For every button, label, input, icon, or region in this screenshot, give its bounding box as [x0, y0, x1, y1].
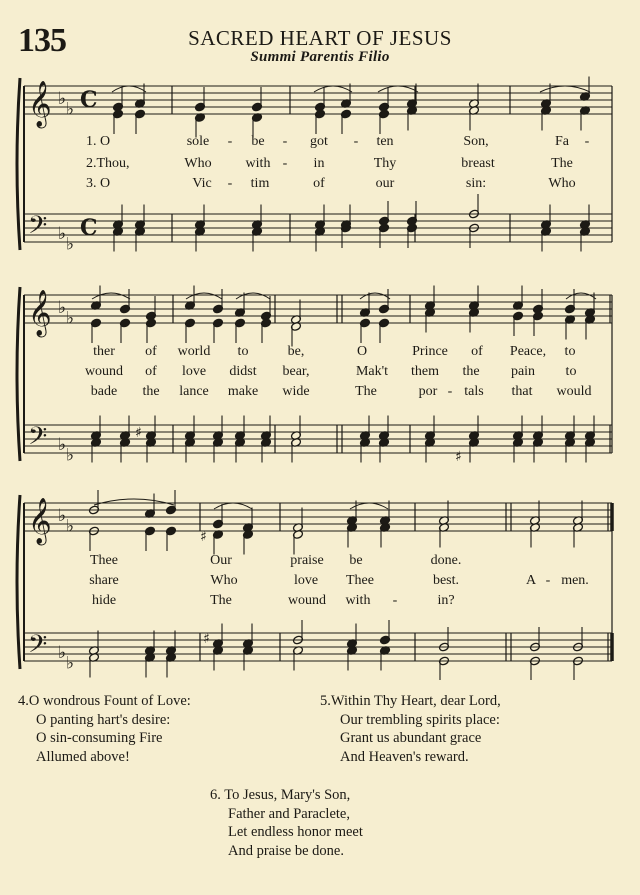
lyric-syllable: world: [177, 344, 211, 359]
slur: [112, 86, 146, 92]
sharp-sign: ♯: [200, 529, 207, 545]
flat-sign: ♭: [66, 308, 75, 329]
lyric-syllable: ther: [93, 344, 115, 359]
flat-sign: ♭: [58, 298, 67, 318]
lyric-syllable: breast: [461, 156, 495, 171]
flat-sign: ♭: [58, 89, 67, 109]
lyric-syllable: be: [251, 134, 265, 149]
lyric-line-s1-v3: [0, 176, 640, 194]
sharp-sign: ♯: [135, 425, 142, 441]
stanza-5: [320, 692, 501, 766]
lyric-syllable: por: [418, 384, 438, 399]
lyric-syllable: O: [356, 344, 368, 359]
flat-sign: ♭: [66, 516, 75, 537]
stanza-number: 4.: [18, 693, 29, 709]
stanza-4: [18, 692, 191, 766]
lyric-syllable: to: [565, 364, 577, 379]
lyric-syllable: wide: [282, 384, 310, 399]
lyric-syllable: of: [313, 176, 325, 191]
lyric-syllable: of: [145, 364, 157, 379]
hymn-title: SACRED HEART OF JESUS: [188, 26, 452, 50]
lyric-syllable: -: [584, 134, 590, 149]
lyric-syllable: make: [227, 384, 259, 399]
lyric-syllable: tals: [464, 384, 484, 399]
stanza-line: Let endless honor meet: [228, 824, 363, 840]
tune-name: Summi Parentis Filio: [250, 49, 390, 65]
lyric-syllable: Who: [548, 176, 576, 191]
lyric-syllable: -: [282, 134, 288, 149]
stanza-line: And praise be done.: [228, 842, 344, 859]
stanza-number: 5.: [320, 693, 331, 709]
lyric-syllable: with: [245, 156, 271, 171]
lyric-syllable: Vic: [192, 176, 212, 191]
slur: [360, 293, 390, 299]
stanza-number: 6.: [210, 787, 221, 803]
lyric-syllable: -: [227, 134, 233, 149]
lyric-syllable: to: [237, 344, 249, 359]
stanza-6: [210, 786, 363, 860]
lyric-syllable: -: [447, 384, 453, 399]
lyric-syllable: with: [345, 593, 371, 608]
slur: [566, 293, 596, 299]
stanza-line: O wondrous Fount of Love:: [28, 693, 191, 709]
lyric-syllable: them: [411, 364, 439, 379]
lyric-syllable: -: [545, 573, 551, 588]
lyric-syllable: in: [313, 156, 325, 171]
lyric-syllable: hide: [91, 593, 117, 608]
slur: [378, 86, 418, 92]
flat-sign: ♭: [58, 224, 67, 244]
stanza-line: Allumed above!: [36, 748, 130, 765]
lyric-syllable: -: [392, 593, 398, 608]
lyric-syllable: would: [556, 384, 592, 399]
lyric-syllable: ten: [376, 134, 394, 149]
treble-clef: 𝄞: [28, 290, 52, 336]
time-signature: C: [80, 87, 98, 113]
lyric-syllable: 1. O: [86, 134, 111, 149]
lyric-syllable: sole: [186, 134, 210, 149]
lyric-syllable: -: [353, 134, 359, 149]
lyric-syllable: our: [375, 176, 395, 191]
lyric-syllable: of: [471, 344, 483, 359]
stanza-line: To Jesus, Mary's Son,: [224, 787, 351, 803]
lyric-syllable: Son,: [463, 134, 489, 149]
lyric-syllable: best.: [432, 573, 460, 588]
lyric-line-s1-v1: [0, 134, 640, 152]
slur: [314, 86, 352, 92]
lyric-syllable: wound: [84, 364, 124, 379]
lyric-syllable: sin:: [465, 176, 487, 191]
lyric-line-s2-v1: [0, 344, 640, 362]
slur: [94, 499, 174, 505]
lyric-syllable: The: [210, 593, 232, 608]
lyric-syllable: pain: [510, 364, 536, 379]
stanza-line: Our trembling spirits place:: [340, 711, 500, 728]
lyric-syllable: love: [181, 364, 207, 379]
slur: [92, 293, 130, 299]
treble-clef: 𝄞: [28, 498, 52, 544]
slur: [540, 86, 590, 92]
lyric-syllable: Mak't: [355, 364, 389, 379]
stanza-line: O panting hart's desire:: [36, 711, 171, 728]
lyric-syllable: The: [551, 156, 573, 171]
lyric-syllable: The: [355, 384, 377, 399]
flat-sign: ♭: [58, 506, 67, 526]
lyric-syllable: Who: [210, 573, 238, 588]
lyric-syllable: Thee: [90, 553, 118, 568]
lyric-syllable: lance: [179, 384, 209, 399]
lyric-syllable: be,: [287, 344, 305, 359]
lyric-syllable: love: [293, 573, 319, 588]
slur: [236, 293, 270, 299]
lyric-line-s2-v2: [0, 364, 640, 382]
lyric-syllable: -: [282, 156, 288, 171]
lyric-syllable: bear,: [282, 364, 310, 379]
bass-clef: 𝄢: [28, 630, 48, 665]
flat-sign: ♭: [66, 653, 75, 674]
lyric-syllable: wound: [287, 593, 327, 608]
lyric-syllable: to: [564, 344, 576, 359]
lyric-syllable: Who: [184, 156, 212, 171]
bass-clef: 𝄢: [28, 422, 48, 457]
lyric-syllable: Thy: [373, 156, 397, 171]
lyric-syllable: -: [227, 176, 233, 191]
lyric-syllable: Fa: [555, 134, 569, 149]
lyric-syllable: tim: [250, 176, 270, 191]
flat-sign: ♭: [66, 99, 75, 120]
stanza-line: Grant us abundant grace: [340, 730, 482, 746]
stanza-line: And Heaven's reward.: [340, 748, 469, 765]
lyric-syllable: Peace,: [509, 344, 547, 359]
treble-clef: 𝄞: [28, 81, 52, 127]
lyric-syllable: of: [145, 344, 157, 359]
bass-clef: 𝄢: [28, 211, 48, 246]
lyric-line-s3-v1: [0, 553, 640, 571]
slur: [214, 503, 252, 509]
lyric-syllable: the: [462, 364, 480, 379]
time-signature: C: [80, 215, 98, 241]
lyric-line-s3-v3: [0, 593, 640, 611]
lyric-syllable: Prince: [412, 344, 448, 359]
lyric-syllable: 2.Thou,: [86, 156, 130, 171]
stanza-line: O sin-consuming Fire: [36, 730, 163, 746]
lyric-line-s2-v3: [0, 384, 640, 402]
lyric-syllable: men.: [561, 573, 589, 588]
hymn-number: 135: [18, 22, 66, 59]
lyric-syllable: 3. O: [86, 176, 111, 191]
lyric-syllable: A: [525, 573, 537, 588]
lyric-syllable: didst: [229, 364, 257, 379]
lyric-syllable: Thee: [346, 573, 374, 588]
lyric-syllable: bade: [90, 384, 118, 399]
lyric-syllable: be: [349, 553, 363, 568]
sharp-sign: ♯: [455, 449, 462, 465]
lyric-syllable: done.: [430, 553, 462, 568]
lyric-syllable: share: [89, 573, 119, 588]
lyric-line-s1-v2: [0, 156, 640, 174]
stanza-line: Within Thy Heart, dear Lord,: [330, 693, 501, 709]
lyric-syllable: got: [310, 134, 328, 149]
flat-sign: ♭: [58, 643, 67, 663]
lyric-syllable: the: [142, 384, 160, 399]
slur: [186, 293, 222, 299]
stanza-line: Father and Paraclete,: [228, 805, 350, 822]
lyric-syllable: Our: [210, 553, 232, 568]
lyric-syllable: praise: [290, 553, 324, 568]
lyric-syllable: in?: [437, 593, 455, 608]
flat-sign: ♭: [66, 234, 75, 255]
flat-sign: ♭: [66, 445, 75, 466]
flat-sign: ♭: [58, 435, 67, 455]
lyric-line-s3-v2: [0, 573, 640, 591]
lyric-syllable: that: [511, 384, 533, 399]
sharp-sign: ♯: [203, 631, 210, 647]
